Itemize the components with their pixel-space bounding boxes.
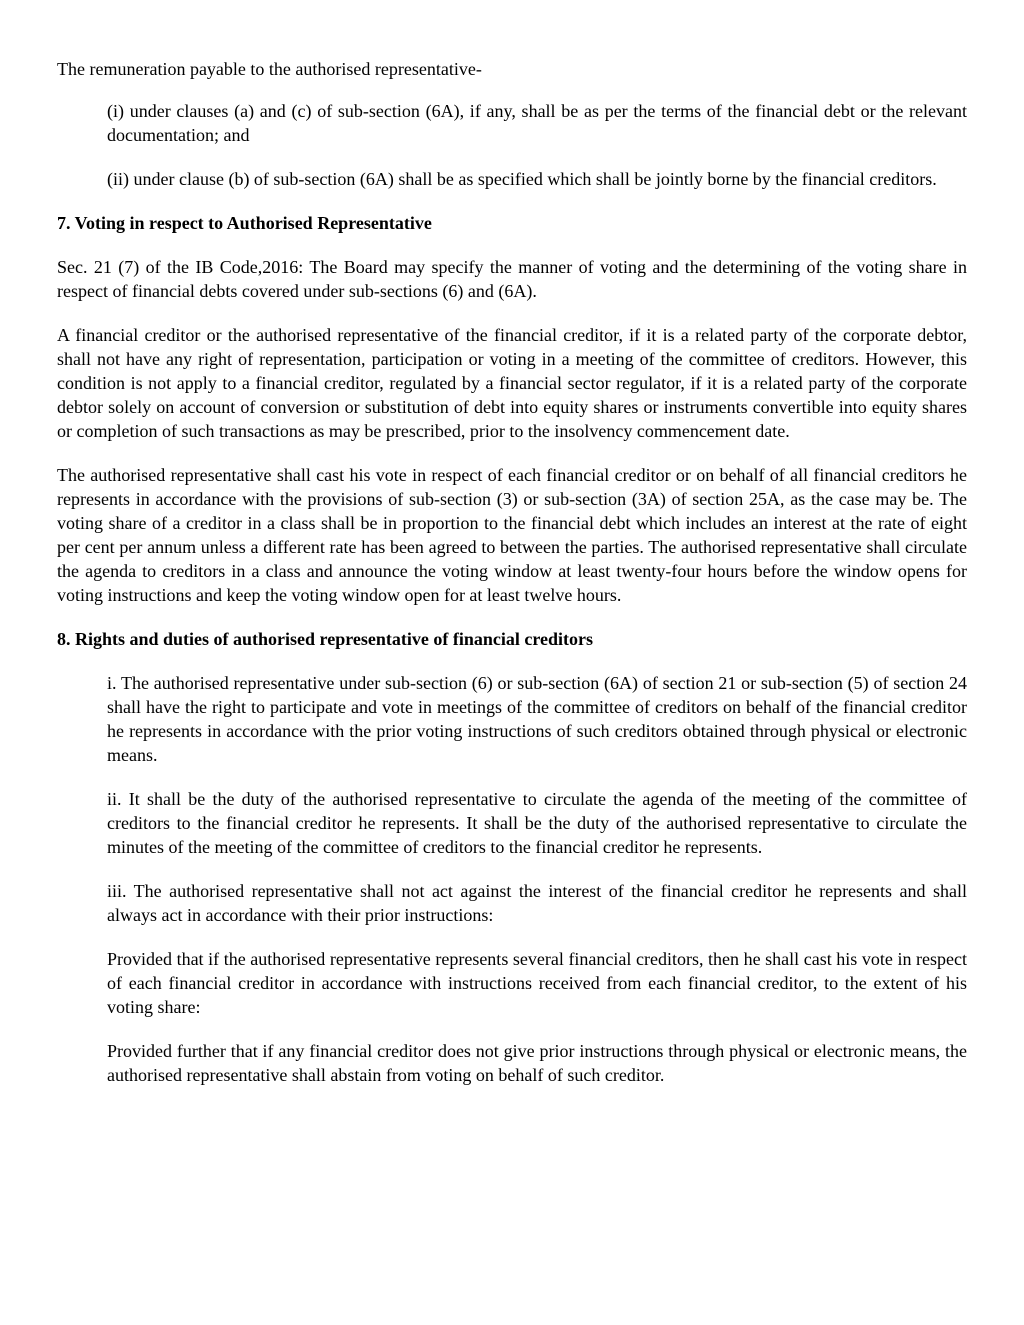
remuneration-item-ii: (ii) under clause (b) of sub-section (6A) shall be as specified which shall be jointly borne by the financial creditors.	[107, 169, 937, 189]
remuneration-item-i: (i) under clauses (a) and (c) of sub-section (6A), if any, shall be as per the terms of the financial debt or the relevant documentation; and	[107, 101, 967, 145]
section-7-paragraph: A financial creditor or the authorised representative of the financial creditor, if it is a related party of the corporate debtor, shall not have any right of representation, participation or voting in a meeting of the committee of creditors. However, this condition is not apply to a financial creditor, regulated by a financial sector regulator, if it is a related party of the corporate debtor solely on account of conversion or substitution of debt into equity shares or instruments convertible into equity shares or completion of such transactions as may be prescribed, prior to the insolvency commencement date.	[57, 325, 967, 441]
remuneration-intro: The remuneration payable to the authorised representative-	[57, 59, 482, 79]
document-page	[57, 57, 967, 1107]
section-8-item-ii: ii. It shall be the duty of the authorised representative to circulate the agenda of the meeting of the committee of creditors to the financial creditor he represents. It shall be the duty of the authorised representative to circulate the minutes of the meeting of the committee of creditors to the financial creditor he represents.	[107, 789, 967, 857]
section-8-proviso-further: Provided further that if any financial creditor does not give prior instructions through physical or electronic means, the authorised representative shall abstain from voting on behalf of such creditor.	[107, 1041, 967, 1085]
section-7-paragraph: The authorised representative shall cast his vote in respect of each financial creditor or on behalf of all financial creditors he represents in accordance with the provisions of sub-section (3) or sub-section (3A) of section 25A, as the case may be. The voting share of a creditor in a class shall be in proportion to the financial debt which includes an interest at the rate of eight per cent per annum unless a different rate has been agreed to between the parties. The authorised representative shall circulate the agenda to creditors in a class and announce the voting window at least twenty-four hours before the window opens for voting instructions and keep the voting window open for at least twelve hours.	[57, 465, 967, 605]
section-8-item-iii: iii. The authorised representative shall not act against the interest of the financial creditor he represents and shall always act in accordance with their prior instructions:	[107, 881, 967, 925]
section-7-heading: 7. Voting in respect to Authorised Representative	[57, 213, 432, 233]
section-8-proviso: Provided that if the authorised representative represents several financial creditors, then he shall cast his vote in respect of each financial creditor in accordance with instructions received from each financial creditor, to the extent of his voting share:	[107, 949, 967, 1017]
section-8-heading: 8. Rights and duties of authorised representative of financial creditors	[57, 629, 593, 649]
section-7-paragraph: Sec. 21 (7) of the IB Code,2016: The Board may specify the manner of voting and the determining of the voting share in respect of financial debts covered under sub-sections (6) and (6A).	[57, 257, 967, 301]
section-8-item-i: i. The authorised representative under sub-section (6) or sub-section (6A) of section 21 or sub-section (5) of section 24 shall have the right to participate and vote in meetings of the committee of creditors on behalf of the financial creditor he represents in accordance with the prior voting instructions of such creditors obtained through physical or electronic means.	[107, 673, 967, 765]
